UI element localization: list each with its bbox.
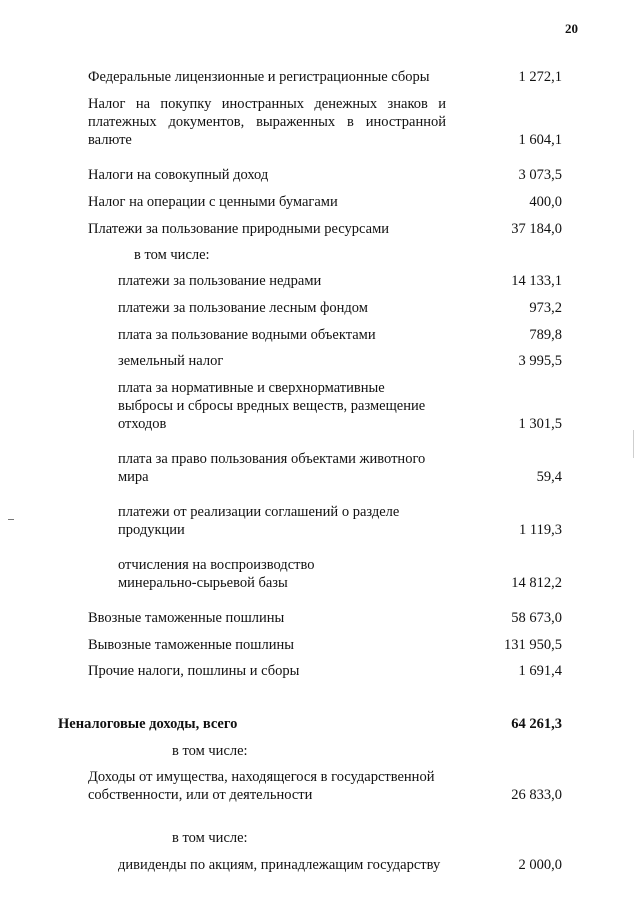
row-label: Налог на покупку иностранных денежных знаков и платежных документов, выраженных в иностранной валюте [88,96,446,148]
section-total: 64 261,3 [511,716,562,732]
row-label: отчисления на воспроизводство минерально-сырьевой базы [118,557,315,591]
row-value: 1 119,3 [519,522,562,538]
row-label: Вывозные таможенные пошлины [88,637,294,653]
page-number: 20 [565,21,578,36]
row-value: 1 272,1 [518,69,562,85]
row-value: 400,0 [529,194,562,210]
row-value: 14 133,1 [511,273,562,289]
row-label: Доходы от имущества, находящегося в государственной собственности, или от деятельности [88,769,435,803]
row-value: 59,4 [536,469,562,485]
row-label: платежи от реализации соглашений о разделе продукции [118,504,400,538]
row-label: дивиденды по акциям, принадлежащим государству [118,857,441,873]
row-label: Ввозные таможенные пошлины [88,610,285,626]
row-label: Прочие налоги, пошлины и сборы [88,663,300,679]
row-label: земельный налог [118,353,224,369]
row-value: 131 950,5 [504,637,562,653]
row-label: Налог на операции с ценными бумагами [88,194,338,210]
row-label: в том числе: [172,743,248,759]
row-value: 37 184,0 [511,221,562,237]
row-label: в том числе: [134,247,210,263]
row-value: 973,2 [529,300,562,316]
row-label: платежи за пользование недрами [118,273,322,289]
row-value: 3 995,5 [518,353,562,369]
row-value: 14 812,2 [511,575,562,591]
row-label: Платежи за пользование природными ресурсами [88,221,390,237]
row-label: плата за нормативные и сверхнормативные выбросы и сбросы вредных веществ, размещение отходов [118,380,426,432]
row-value: 26 833,0 [511,787,562,803]
row-value: 58 673,0 [511,610,562,626]
row-label: платежи за пользование лесным фондом [118,300,368,316]
section-heading: Неналоговые доходы, всего [58,716,238,732]
margin-mark [8,519,14,520]
row-value: 3 073,5 [518,167,562,183]
row-label: плата за пользование водными объектами [118,327,376,343]
row-label: Федеральные лицензионные и регистрационные сборы [88,69,430,85]
row-value: 1 301,5 [518,416,562,432]
row-label: в том числе: [172,830,248,846]
row-label: Налоги на совокупный доход [88,167,269,183]
row-label: плата за право пользования объектами животного мира [118,451,426,485]
row-value: 1 604,1 [518,132,562,148]
row-value: 789,8 [529,327,562,343]
row-value: 1 691,4 [518,663,562,679]
scan-artifact [633,430,634,458]
row-value: 2 000,0 [518,857,562,873]
